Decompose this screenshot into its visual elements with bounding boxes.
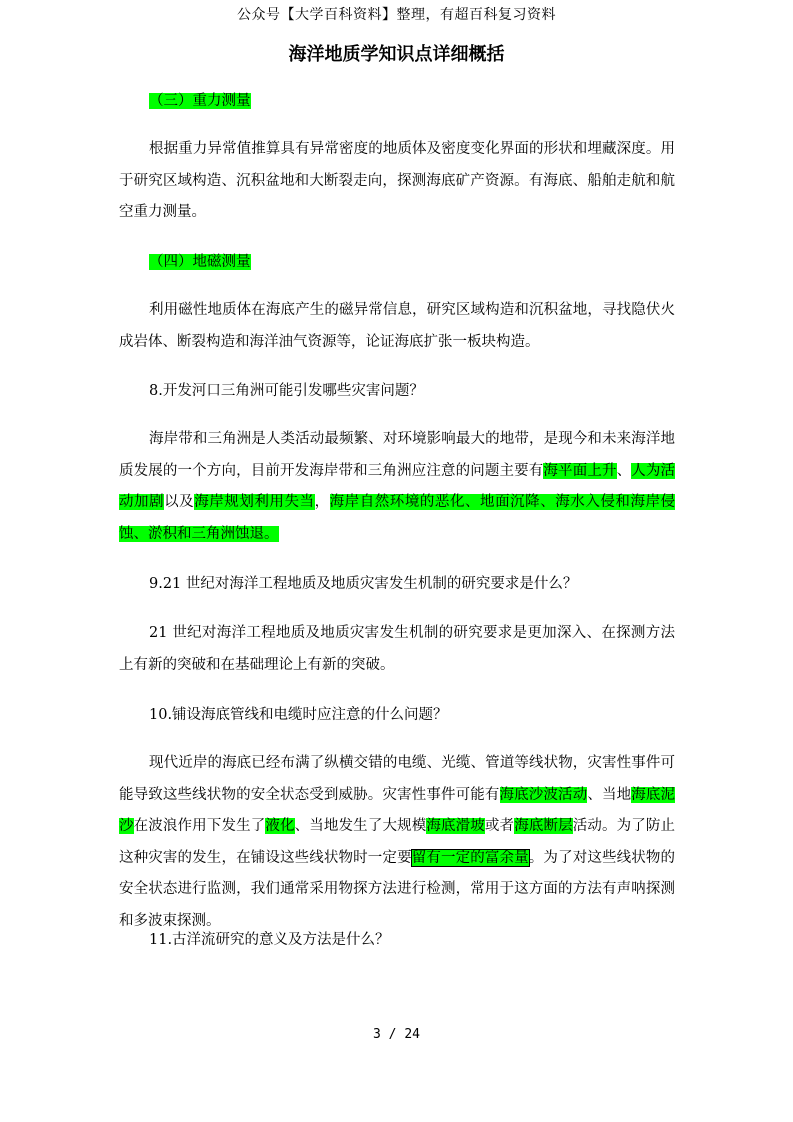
text-run: 、: [616, 462, 632, 479]
text-run: 、当地: [587, 786, 632, 803]
text-run: ，: [314, 494, 330, 510]
text-run: 海岸带和三角洲是人类活动最频繁、对环境影响最大的地带，是现今和未来海洋地质发展的一个方向，目前开发海岸带和三角洲应注意的问题主要有: [119, 431, 675, 479]
question-11: 11.古洋流研究的意义及方法是什么？: [149, 932, 390, 948]
question-10: 10.铺设海底管线和电缆时应注意的什么问题？: [149, 707, 448, 723]
paragraph-gravity: 根据重力异常值推算具有异常密度的地质体及密度变化界面的形状和埋藏深度。用于研究区域构造、沉积盆地和大断裂走向，探测海底矿产资源。有海底、船舶走航和航空重力测量。: [119, 141, 675, 220]
page-number: 3 / 24: [373, 1027, 420, 1042]
text-run: 活动。为了防止这种灾害的发生，在铺设这些线状物时一定要: [119, 818, 676, 866]
highlight: 海底泥沙: [119, 786, 676, 834]
highlight: 海岸自然环境的恶化、地面沉降、海水入侵和海岸侵蚀、淤积和三角洲蚀退。: [119, 494, 676, 542]
question-9: 9.21 世纪对海洋工程地质及地质灾害发生机制的研究要求是什么？: [149, 576, 578, 592]
answer-8: [119, 424, 675, 550]
text-run: 在波浪作用下发生了: [133, 818, 266, 834]
text-run: 或者: [484, 818, 515, 834]
document-title: 海洋地质学知识点详细概括: [288, 44, 505, 65]
section-heading-magnetic: [119, 247, 675, 279]
text-run: 。为了对这些线状物的安全状态进行监测，我们通常采用物探方法进行检测，常用于这方面的方法有声呐探测和多波束探测。: [119, 849, 676, 929]
answer-9: 21 世纪对海洋工程地质及地质灾害发生机制的研究要求是更加深入、在探测方法上有新的突破和在基础理论上有新的突破。: [119, 625, 675, 673]
highlight: 海岸规划利用失当: [194, 494, 315, 510]
text-run: 、当地发生了大规模: [294, 818, 427, 834]
answer-10: [119, 748, 675, 937]
highlight: 海平面上升: [543, 462, 617, 479]
page-header: 公众号【大学百科资料】整理，有超百科复习资料: [237, 7, 556, 23]
highlight: （四）地磁测量: [149, 254, 251, 270]
highlight: 人为活动加剧: [119, 462, 676, 510]
highlight: 海底沙波活动: [499, 786, 588, 803]
text-run: 现代近岸的海底已经布满了纵横交错的电缆、光缆、管道等线状物，灾害性事件可能导致这些线状物的安全状态受到威胁。灾害性事件可能有: [119, 755, 675, 803]
highlight: 海底断层: [514, 818, 573, 834]
boxed-highlight: 留有一定的富余量: [411, 849, 529, 866]
question-8: 8.开发河口三角洲可能引发哪些灾害问题？: [149, 383, 424, 399]
highlight: （三）重力测量: [149, 93, 251, 109]
section-heading-gravity: [119, 86, 675, 118]
highlight: 海底滑坡: [426, 818, 485, 834]
text-run: 以及: [164, 494, 195, 510]
paragraph-magnetic: 利用磁性地质体在海底产生的磁异常信息，研究区域构造和沉积盆地，寻找隐伏火成岩体、断裂构造和海洋油气资源等，论证海底扩张一板块构造。: [119, 302, 675, 350]
highlight: 液化: [265, 818, 295, 834]
